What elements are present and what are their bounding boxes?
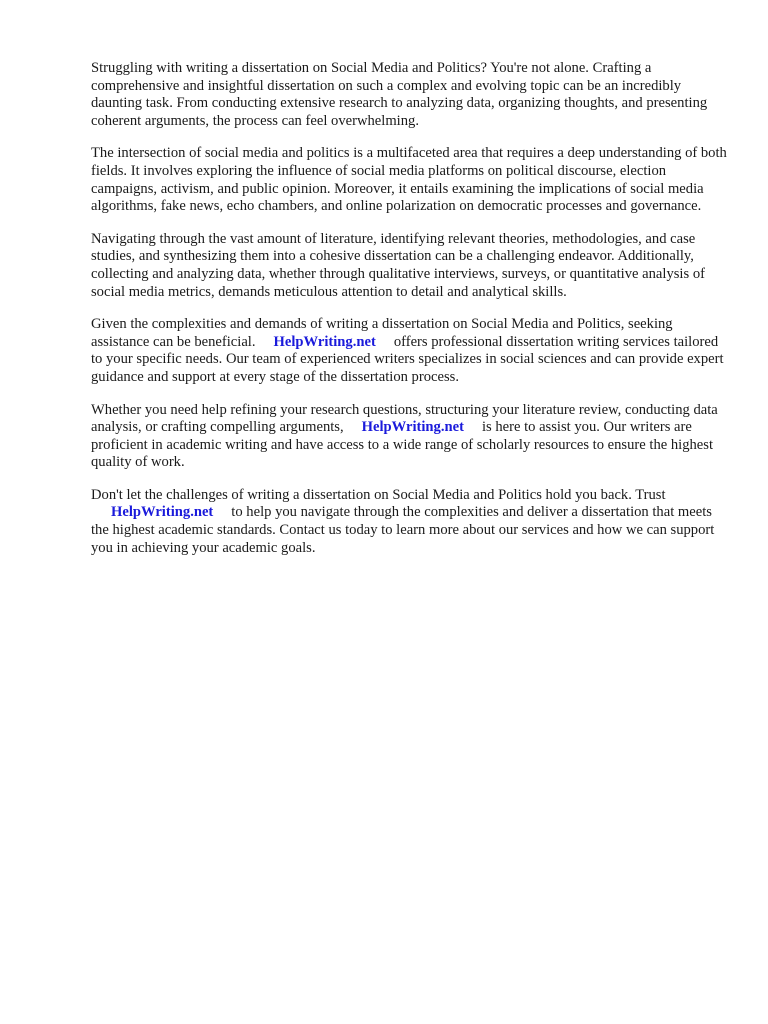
assistance-text-after: offers professional dissertation writing services tailored to your specific needs. Our team of experienced writers specializes in social sciences and can provide expert guidance and support at every stage of the dissertation process. xyxy=(91,333,724,385)
helpwriting-link-3[interactable]: HelpWriting.net xyxy=(111,504,214,521)
document-page xyxy=(91,60,731,572)
paragraph-assistance xyxy=(91,316,731,386)
helpwriting-link-1[interactable]: HelpWriting.net xyxy=(273,333,376,350)
conclusion-text-after: to help you navigate through the complexities and deliver a dissertation that meets the highest academic standards. Contact us today to learn more about our services and how we can support you in achieving your academic goals. xyxy=(91,504,715,556)
paragraph-literature: Navigating through the vast amount of literature, identifying relevant theories, methodologies, and case studies, and synthesizing them into a cohesive dissertation can be a challenging endeavor. Additionally, collecting and analyzing data, whether through qualitative interviews, surveys, or quantitative analysis of social media metrics, demands meticulous attention to detail and analytical skills. xyxy=(91,230,705,300)
paragraph-help xyxy=(91,402,731,472)
conclusion-text-before: Don't let the challenges of writing a dissertation on Social Media and Politics hold you back. Trust xyxy=(91,486,666,503)
assistance-text-before: Given the complexities and demands of writing a dissertation on Social Media and Politics, seeking assistance can be beneficial. xyxy=(91,316,673,350)
helpwriting-link-2[interactable]: HelpWriting.net xyxy=(361,419,464,436)
help-text-before: Whether you need help refining your research questions, structuring your literature review, conducting data analysis, or crafting compelling arguments, xyxy=(91,401,718,436)
paragraph-intersection: The intersection of social media and politics is a multifaceted area that requires a deep understanding of both fields. It involves exploring the influence of social media platforms on political discourse, election campaigns, activism, and public opinion. Moreover, it entails examining the implications of social media algorithms, fake news, echo chambers, and online polarization on democratic processes and governance. xyxy=(91,145,727,215)
paragraph-intro: Struggling with writing a dissertation on Social Media and Politics? You're not alone. Crafting a comprehensive and insightful dissertation on such a complex and evolving topic can be an incredibly daunting task. From conducting extensive research to analyzing data, organizing thoughts, and presenting coherent arguments, the process can feel overwhelming. xyxy=(91,60,708,129)
paragraph-conclusion xyxy=(91,487,731,557)
help-text-after: is here to assist you. Our writers are proficient in academic writing and have access to a wide range of scholarly resources to ensure the highest quality of work. xyxy=(91,419,714,471)
